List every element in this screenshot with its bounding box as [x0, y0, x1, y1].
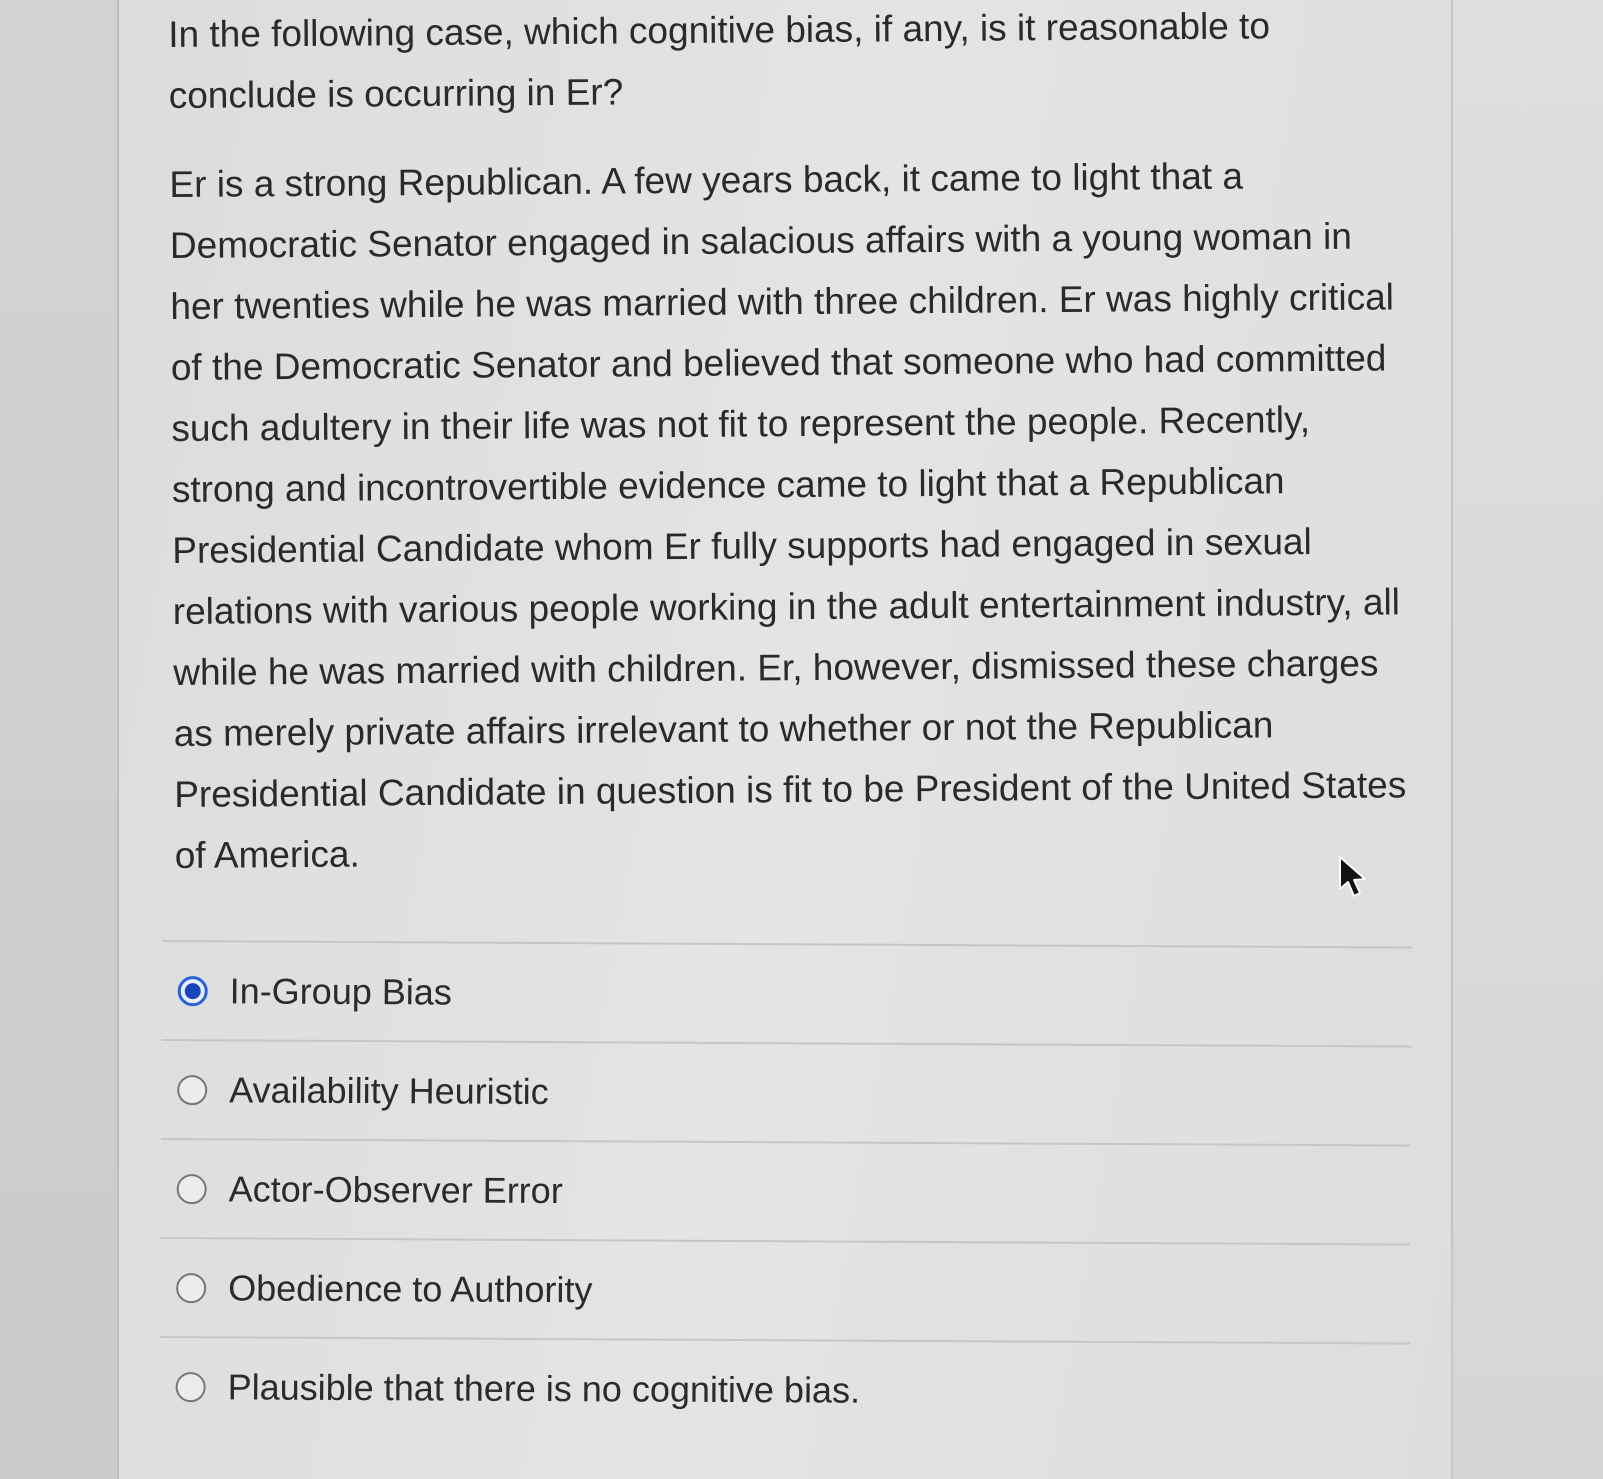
question-prompt: In the following case, which cognitive bias, if any, is it reasonable to conclude is occurring in Er? — [168, 5, 1271, 116]
radio-button[interactable] — [177, 1075, 207, 1105]
question-scenario: Er is a strong Republican. A few years back, it came to light that a Democratic Senator engaged in salacious affairs with a young woman in her twenties while he was married with three children. Er was highly critical of the Democratic Senator and believed that someone who had committed such adultery in their life was not fit to represent the people. Recently, strong and incontrovertible evidence came to light that a Republican Presidential Candidate whom Er fully supports had engaged in sexual relations with various people working in the adult entertainment industry, all while he was married with children. Er, however, dismissed these charges as merely private affairs irrelevant to whether or not the Republican Presidential Candidate in question is fit to be President of the United States of America. — [169, 155, 1407, 876]
right-margin — [1453, 0, 1603, 1479]
left-margin — [0, 0, 117, 1479]
radio-button[interactable] — [177, 1174, 207, 1204]
answer-label[interactable]: Availability Heuristic — [229, 1068, 549, 1112]
answer-option-actor-observer-error[interactable] — [160, 1140, 1410, 1244]
answer-label[interactable]: Actor-Observer Error — [228, 1167, 563, 1211]
radio-button[interactable] — [176, 1273, 206, 1303]
radio-button-selected[interactable] — [178, 976, 208, 1006]
radio-button[interactable] — [176, 1372, 206, 1402]
answer-option-no-cognitive-bias[interactable] — [159, 1338, 1409, 1442]
answer-label[interactable]: In-Group Bias — [229, 969, 452, 1013]
answer-option-in-group-bias[interactable] — [161, 942, 1411, 1046]
answer-label[interactable]: Plausible that there is no cognitive bias. — [227, 1365, 861, 1411]
answer-list — [159, 940, 1412, 1442]
answer-option-obedience-to-authority[interactable] — [160, 1239, 1410, 1343]
answer-option-availability-heuristic[interactable] — [161, 1041, 1411, 1145]
mouse-pointer-icon — [1337, 855, 1367, 901]
answer-label[interactable]: Obedience to Authority — [228, 1266, 593, 1310]
question-body — [168, 0, 1420, 886]
